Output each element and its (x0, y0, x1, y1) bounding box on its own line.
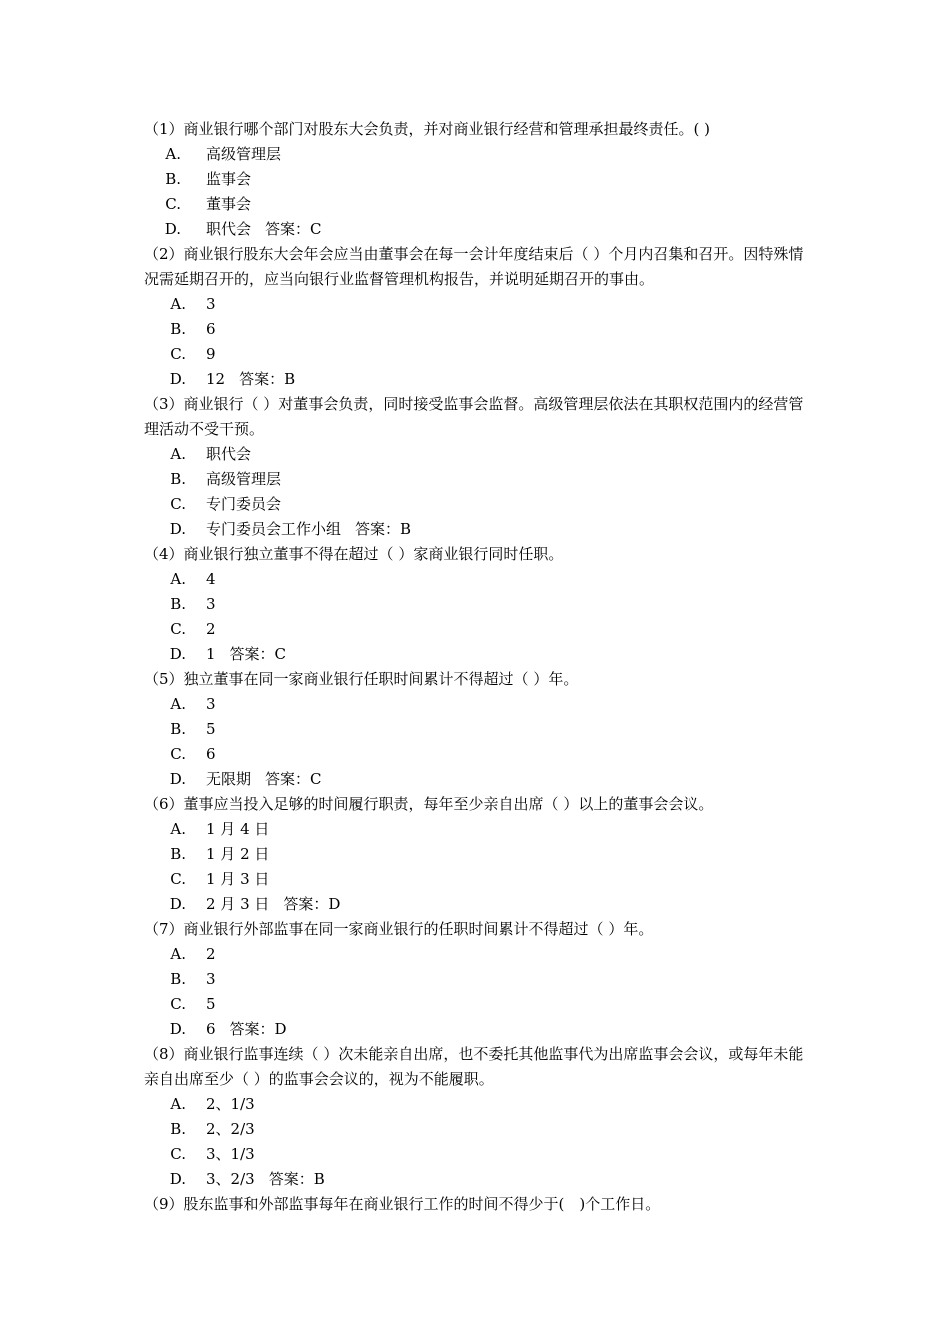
option-d: D. 2 月 3 日 答案：D (144, 892, 812, 917)
question-block (144, 1042, 812, 1192)
option-d: D. 职代会 答案：C (144, 217, 812, 242)
question-block (144, 1192, 812, 1217)
question-list (144, 117, 812, 1217)
option-c: C. 6 (170, 745, 216, 763)
option-b: B. 3 (170, 970, 216, 988)
option-d: D. 3、2/3 答案：B (144, 1167, 812, 1192)
answer-label: 答案：B (268, 1170, 325, 1188)
option-b: B. 高级管理层 (170, 470, 282, 488)
option-a: A. 4 (170, 570, 216, 588)
answer-label: 答案：C (229, 645, 287, 663)
answer-label: 答案：C (265, 220, 322, 238)
option-b: B. 1 月 2 日 (170, 845, 270, 863)
option-b: B. 5 (170, 720, 216, 738)
option-d: D. 专门委员会工作小组 答案：B (144, 517, 812, 542)
option-c: C. 5 (170, 995, 216, 1013)
option-a: A. 3 (170, 295, 216, 313)
option-c: C. 3、1/3 (170, 1145, 255, 1163)
option-d: D. 1 答案：C (144, 642, 812, 667)
option-b: B. 3 (170, 595, 216, 613)
option-d: D. 无限期 答案：C (144, 767, 812, 792)
question-block (144, 117, 812, 242)
option-c: C. 9 (170, 345, 216, 363)
option-d: D. 6 答案：D (144, 1017, 812, 1042)
question-block (144, 242, 812, 392)
option-a: A. 高级管理层 (165, 145, 282, 163)
question-text: （2）商业银行股东大会年会应当由董事会在每一会计年度结束后（ ）个月内召集和召开。因特殊情况需延期召开的，应当向银行业监督管理机构报告，并说明延期召开的事由。 (144, 245, 804, 288)
question-text: （8）商业银行监事连续（ ）次未能亲自出席，也不委托其他监事代为出席监事会会议，或每年未能亲自出席至少（ ）的监事会会议的，视为不能履职。 (144, 1045, 804, 1088)
answer-label: 答案：B (239, 370, 296, 388)
question-text: （4）商业银行独立董事不得在超过（ ）家商业银行同时任职。 (144, 545, 564, 563)
question-text: （1）商业银行哪个部门对股东大会负责，并对商业银行经营和管理承担最终责任。( ) (144, 120, 711, 138)
answer-label: 答案：D (229, 1020, 287, 1038)
question-text: （6）董事应当投入足够的时间履行职责，每年至少亲自出席（ ）以上的董事会会议。 (144, 795, 714, 813)
question-block (144, 917, 812, 1042)
answer-label: 答案：D (283, 895, 341, 913)
option-c: C. 董事会 (165, 195, 252, 213)
question-block (144, 542, 812, 667)
option-c: C. 专门委员会 (170, 495, 282, 513)
question-text: （7）商业银行外部监事在同一家商业银行的任职时间累计不得超过（ ）年。 (144, 920, 654, 938)
option-a: A. 1 月 4 日 (170, 820, 270, 838)
option-b: B. 2、2/3 (170, 1120, 255, 1138)
option-c: C. 1 月 3 日 (170, 870, 270, 888)
question-text: （3）商业银行（ ）对董事会负责，同时接受监事会监督。高级管理层依法在其职权范围内的经营管理活动不受干预。 (144, 395, 804, 438)
question-block (144, 792, 812, 917)
option-b: B. 监事会 (165, 170, 252, 188)
answer-label: 答案：C (265, 770, 322, 788)
question-text: （9）股东监事和外部监事每年在商业银行工作的时间不得少于( )个工作日。 (144, 1195, 661, 1213)
question-text: （5）独立董事在同一家商业银行任职时间累计不得超过（ ）年。 (144, 670, 579, 688)
option-a: A. 3 (170, 695, 216, 713)
option-b: B. 6 (170, 320, 216, 338)
answer-label: 答案：B (355, 520, 412, 538)
option-c: C. 2 (170, 620, 216, 638)
option-d: D. 12 答案：B (144, 367, 812, 392)
option-a: A. 2、1/3 (170, 1095, 255, 1113)
question-block (144, 667, 812, 792)
question-block (144, 392, 812, 542)
option-a: A. 2 (170, 945, 216, 963)
option-a: A. 职代会 (170, 445, 252, 463)
